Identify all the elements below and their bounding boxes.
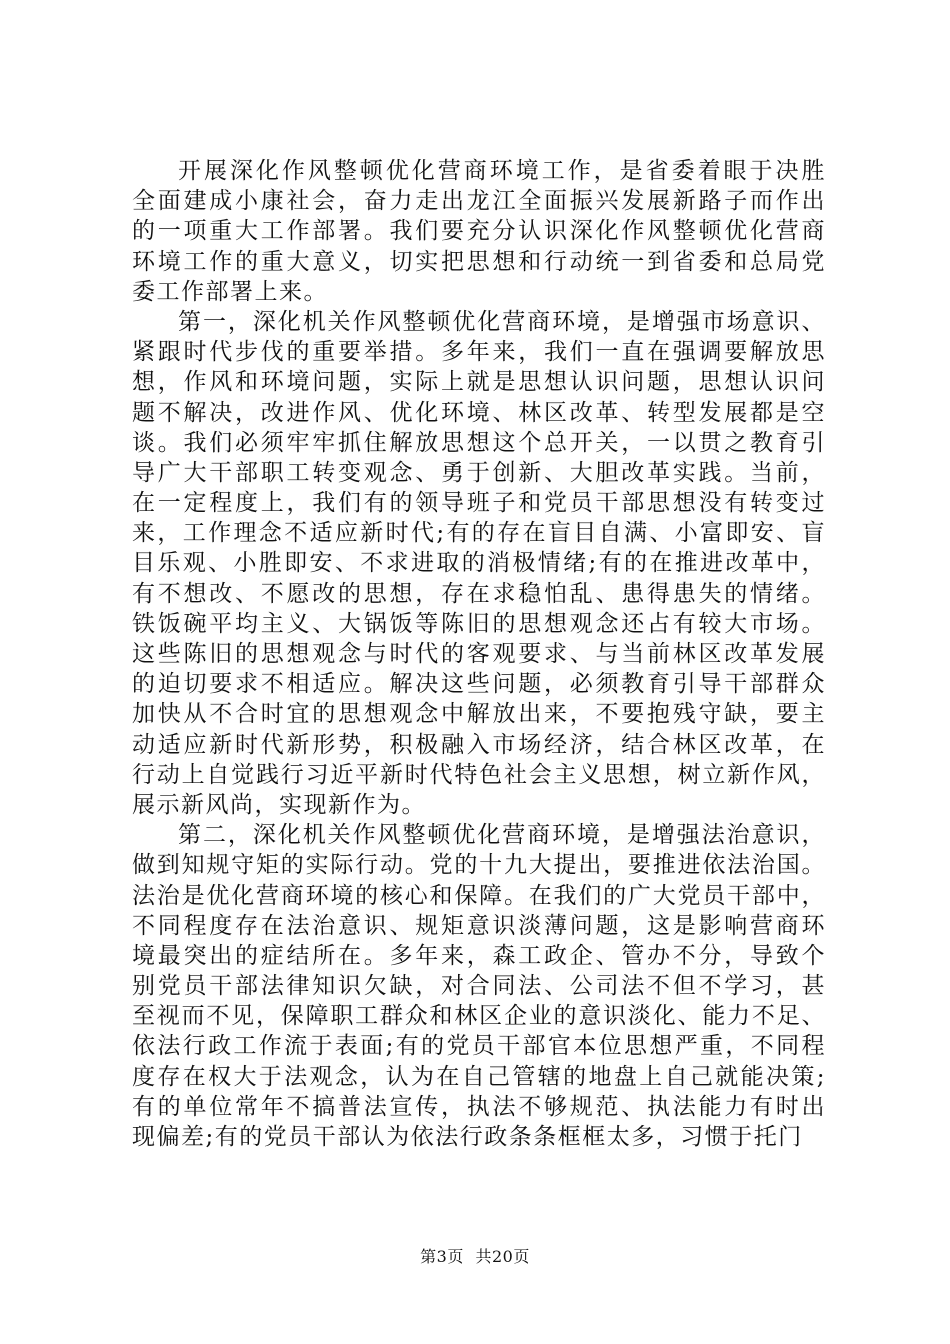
- text-line: 度存在权大于法观念，认为在自己管辖的地盘上自己就能决策;: [132, 1063, 826, 1090]
- page-number: 第3页: [420, 1247, 464, 1266]
- page-footer: [0, 1244, 950, 1267]
- text-line: 别党员干部法律知识欠缺，对合同法、公司法不但不学习，甚: [132, 973, 826, 1000]
- text-line: 动适应新时代新形势，积极融入市场经济，结合林区改革，在: [132, 731, 826, 758]
- text-line: 至视而不见，保障职工群众和林区企业的意识淡化、能力不足、: [132, 1003, 826, 1030]
- text-line: 委工作部署上来。: [132, 278, 328, 305]
- text-line: 有的单位常年不搞普法宣传，执法不够规范、执法能力有时出: [132, 1093, 826, 1120]
- text-line: 境最突出的症结所在。多年来，森工政企、管办不分，导致个: [132, 942, 826, 969]
- text-line: 不同程度存在法治意识、规矩意识淡薄问题，这是影响营商环: [132, 912, 826, 939]
- text-line: 有不想改、不愿改的思想，存在求稳怕乱、患得患失的情绪。: [132, 580, 826, 607]
- text-line: 依法行政工作流于表面;有的党员干部官本位思想严重，不同程: [132, 1033, 826, 1060]
- text-line: 来，工作理念不适应新时代;有的存在盲目自满、小富即安、盲: [132, 520, 826, 547]
- text-line: 法治是优化营商环境的核心和保障。在我们的广大党员干部中，: [132, 882, 826, 909]
- text-line: 铁饭碗平均主义、大锅饭等陈旧的思想观念还占有较大市场。: [132, 610, 826, 637]
- text-line: 想，作风和环境问题，实际上就是思想认识问题，思想认识问: [132, 369, 826, 396]
- text-line: 行动上自觉践行习近平新时代特色社会主义思想，树立新作风，: [132, 761, 826, 788]
- paragraph: [132, 156, 826, 307]
- text-line: 第二，深化机关作风整顿优化营商环境，是增强法治意识，: [178, 822, 826, 849]
- text-line: 展示新风尚，实现新作为。: [132, 791, 426, 818]
- text-line: 在一定程度上，我们有的领导班子和党员干部思想没有转变过: [132, 490, 826, 517]
- text-line: 目乐观、小胜即安、不求进取的消极情绪;有的在推进改革中，: [132, 550, 826, 577]
- text-line: 紧跟时代步伐的重要举措。多年来，我们一直在强调要解放思: [132, 339, 826, 366]
- total-pages: 共20页: [475, 1247, 530, 1266]
- paragraph: [132, 307, 826, 820]
- body-text: [132, 156, 826, 1152]
- text-line: 的一项重大工作部署。我们要充分认识深化作风整顿优化营商: [132, 218, 826, 245]
- text-line: 这些陈旧的思想观念与时代的客观要求、与当前林区改革发展: [132, 641, 826, 667]
- text-line: 导广大干部职工转变观念、勇于创新、大胆改革实践。当前，: [132, 459, 826, 486]
- text-line: 加快从不合时宜的思想观念中解放出来，不要抱残守缺，要主: [132, 701, 826, 728]
- text-line: 全面建成小康社会，奋力走出龙江全面振兴发展新路子而作出: [132, 188, 826, 215]
- text-line: 第一，深化机关作风整顿优化营商环境，是增强市场意识、: [178, 308, 826, 335]
- text-line: 的迫切要求不相适应。解决这些问题，必须教育引导干部群众: [132, 671, 826, 698]
- text-line: 开展深化作风整顿优化营商环境工作，是省委着眼于决胜: [178, 158, 826, 184]
- text-line: 环境工作的重大意义，切实把思想和行动统一到省委和总局党: [132, 248, 826, 275]
- text-line: 题不解决，改进作风、优化环境、林区改革、转型发展都是空: [132, 399, 826, 426]
- text-line: 谈。我们必须牢牢抓住解放思想这个总开关，一以贯之教育引: [132, 429, 826, 456]
- text-line: 现偏差;有的党员干部认为依法行政条条框框太多，习惯于托门: [132, 1124, 803, 1150]
- paragraph: [132, 820, 826, 1152]
- text-line: 做到知规守矩的实际行动。党的十九大提出，要推进依法治国。: [132, 852, 826, 879]
